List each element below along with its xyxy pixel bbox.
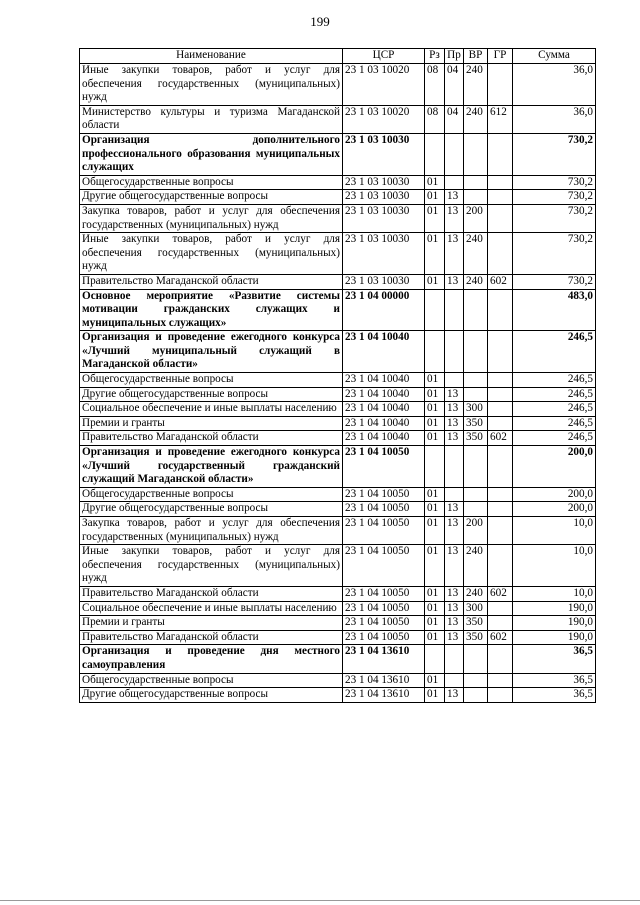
cell-vr: [464, 289, 488, 331]
cell-gr: [488, 673, 513, 688]
table-row: [80, 274, 596, 289]
cell-name: Иные закупки товаров, работ и услуг для обеспечения государственных (муниципальных) нужд: [80, 545, 343, 587]
cell-name: Социальное обеспечение и иные выплаты населению: [80, 402, 343, 417]
cell-pr: 04: [445, 64, 464, 106]
cell-sum: 730,2: [513, 190, 596, 205]
cell-csr: 23 1 04 00000: [343, 289, 425, 331]
cell-csr: 23 1 04 10040: [343, 431, 425, 446]
cell-pr: [445, 645, 464, 673]
cell-name: Закупка товаров, работ и услуг для обеспечения государственных (муниципальных) нужд: [80, 204, 343, 232]
cell-rz: 01: [425, 387, 445, 402]
page-bottom-rule: [0, 900, 640, 901]
cell-rz: 01: [425, 190, 445, 205]
cell-sum: 36,0: [513, 105, 596, 133]
cell-rz: 01: [425, 688, 445, 703]
cell-csr: 23 1 04 10040: [343, 373, 425, 388]
cell-rz: 01: [425, 416, 445, 431]
cell-gr: [488, 517, 513, 545]
header-vr: ВР: [464, 49, 488, 64]
header-sum: Сумма: [513, 49, 596, 64]
table-row: [80, 64, 596, 106]
cell-sum: 10,0: [513, 586, 596, 601]
cell-gr: [488, 416, 513, 431]
table-row: [80, 402, 596, 417]
cell-sum: 730,2: [513, 204, 596, 232]
cell-gr: 602: [488, 274, 513, 289]
header-gr: ГР: [488, 49, 513, 64]
cell-csr: 23 1 04 10050: [343, 487, 425, 502]
cell-name: Основное мероприятие «Развитие системы мотивации гражданских служащих и муниципальных служащих»: [80, 289, 343, 331]
cell-name: Общегосударственные вопросы: [80, 673, 343, 688]
cell-csr: 23 1 04 10050: [343, 545, 425, 587]
cell-rz: 01: [425, 487, 445, 502]
cell-vr: [464, 487, 488, 502]
cell-vr: 300: [464, 601, 488, 616]
cell-sum: 200,0: [513, 487, 596, 502]
cell-rz: 01: [425, 274, 445, 289]
cell-gr: [488, 289, 513, 331]
table-row: [80, 387, 596, 402]
cell-gr: 602: [488, 586, 513, 601]
table-row: [80, 175, 596, 190]
cell-name: Организация дополнительного профессионального образования муниципальных служащих: [80, 133, 343, 175]
cell-gr: [488, 175, 513, 190]
cell-gr: [488, 373, 513, 388]
table-row: [80, 190, 596, 205]
cell-gr: [488, 545, 513, 587]
cell-gr: [488, 190, 513, 205]
table-header-row: [80, 49, 596, 64]
table-row: [80, 688, 596, 703]
cell-vr: [464, 688, 488, 703]
cell-vr: [464, 446, 488, 488]
cell-name: Правительство Магаданской области: [80, 431, 343, 446]
cell-name: Организация и проведение дня местного самоуправления: [80, 645, 343, 673]
table-row: [80, 502, 596, 517]
cell-rz: 01: [425, 233, 445, 275]
cell-rz: 08: [425, 64, 445, 106]
cell-vr: 240: [464, 274, 488, 289]
page-number: 199: [310, 14, 330, 29]
cell-sum: 36,0: [513, 64, 596, 106]
cell-gr: 602: [488, 630, 513, 645]
table-body: [80, 64, 596, 703]
cell-pr: 13: [445, 545, 464, 587]
cell-rz: 01: [425, 630, 445, 645]
cell-pr: [445, 373, 464, 388]
cell-sum: 10,0: [513, 517, 596, 545]
cell-pr: 13: [445, 190, 464, 205]
cell-vr: [464, 373, 488, 388]
cell-gr: [488, 502, 513, 517]
cell-rz: 01: [425, 545, 445, 587]
table-row: [80, 446, 596, 488]
cell-name: Иные закупки товаров, работ и услуг для обеспечения государственных (муниципальных) нужд: [80, 64, 343, 106]
cell-name: Другие общегосударственные вопросы: [80, 190, 343, 205]
cell-vr: [464, 331, 488, 373]
cell-gr: [488, 387, 513, 402]
table-row: [80, 645, 596, 673]
cell-rz: 01: [425, 673, 445, 688]
table-row: [80, 105, 596, 133]
cell-rz: [425, 289, 445, 331]
table-row: [80, 601, 596, 616]
cell-rz: [425, 133, 445, 175]
cell-vr: 350: [464, 416, 488, 431]
header-pr: Пр: [445, 49, 464, 64]
header-csr: ЦСР: [343, 49, 425, 64]
cell-gr: [488, 233, 513, 275]
cell-pr: 13: [445, 688, 464, 703]
cell-pr: 13: [445, 431, 464, 446]
cell-sum: 246,5: [513, 416, 596, 431]
cell-gr: [488, 402, 513, 417]
cell-sum: 246,5: [513, 331, 596, 373]
cell-pr: [445, 133, 464, 175]
cell-pr: 13: [445, 387, 464, 402]
cell-rz: 01: [425, 431, 445, 446]
cell-pr: 13: [445, 630, 464, 645]
cell-vr: 240: [464, 586, 488, 601]
cell-vr: [464, 645, 488, 673]
cell-gr: 612: [488, 105, 513, 133]
cell-pr: [445, 673, 464, 688]
cell-rz: 01: [425, 517, 445, 545]
table-row: [80, 233, 596, 275]
cell-pr: [445, 487, 464, 502]
cell-name: Организация и проведение ежегодного конкурса «Лучший муниципальный служащий в Магаданской области»: [80, 331, 343, 373]
cell-gr: [488, 446, 513, 488]
cell-vr: 300: [464, 402, 488, 417]
cell-csr: 23 1 04 13610: [343, 673, 425, 688]
cell-name: Правительство Магаданской области: [80, 586, 343, 601]
cell-csr: 23 1 03 10030: [343, 274, 425, 289]
table-row: [80, 204, 596, 232]
cell-pr: 13: [445, 204, 464, 232]
table-row: [80, 517, 596, 545]
cell-rz: 08: [425, 105, 445, 133]
cell-csr: 23 1 04 10050: [343, 517, 425, 545]
table-row: [80, 545, 596, 587]
cell-pr: 13: [445, 402, 464, 417]
cell-sum: 246,5: [513, 373, 596, 388]
cell-gr: [488, 331, 513, 373]
cell-name: Другие общегосударственные вопросы: [80, 387, 343, 402]
cell-rz: 01: [425, 502, 445, 517]
cell-rz: 01: [425, 204, 445, 232]
cell-pr: [445, 446, 464, 488]
cell-sum: 200,0: [513, 502, 596, 517]
cell-vr: [464, 175, 488, 190]
cell-name: Министерство культуры и туризма Магаданской области: [80, 105, 343, 133]
cell-rz: 01: [425, 175, 445, 190]
cell-csr: 23 1 04 10050: [343, 502, 425, 517]
cell-vr: [464, 133, 488, 175]
cell-sum: 200,0: [513, 446, 596, 488]
table-row: [80, 616, 596, 631]
cell-pr: 04: [445, 105, 464, 133]
cell-sum: 483,0: [513, 289, 596, 331]
cell-gr: 602: [488, 431, 513, 446]
table-row: [80, 487, 596, 502]
cell-vr: 240: [464, 105, 488, 133]
cell-csr: 23 1 04 10050: [343, 586, 425, 601]
cell-sum: 190,0: [513, 616, 596, 631]
table-row: [80, 431, 596, 446]
cell-name: Общегосударственные вопросы: [80, 175, 343, 190]
cell-csr: 23 1 04 13610: [343, 645, 425, 673]
table-row: [80, 673, 596, 688]
table-row: [80, 373, 596, 388]
cell-name: Премии и гранты: [80, 616, 343, 631]
header-name: Наименование: [80, 49, 343, 64]
cell-gr: [488, 601, 513, 616]
cell-vr: 350: [464, 630, 488, 645]
cell-vr: 350: [464, 431, 488, 446]
cell-sum: 730,2: [513, 274, 596, 289]
cell-pr: 13: [445, 502, 464, 517]
cell-rz: [425, 645, 445, 673]
cell-csr: 23 1 03 10030: [343, 133, 425, 175]
cell-csr: 23 1 03 10030: [343, 233, 425, 275]
cell-pr: [445, 289, 464, 331]
cell-name: Иные закупки товаров, работ и услуг для обеспечения государственных (муниципальных) нужд: [80, 233, 343, 275]
cell-gr: [488, 487, 513, 502]
cell-gr: [488, 688, 513, 703]
table-row: [80, 416, 596, 431]
cell-gr: [488, 645, 513, 673]
cell-csr: 23 1 04 10040: [343, 331, 425, 373]
cell-vr: [464, 190, 488, 205]
table-row: [80, 586, 596, 601]
cell-name: Премии и гранты: [80, 416, 343, 431]
cell-sum: 190,0: [513, 601, 596, 616]
cell-pr: 13: [445, 616, 464, 631]
cell-gr: [488, 133, 513, 175]
cell-sum: 36,5: [513, 673, 596, 688]
cell-pr: 13: [445, 517, 464, 545]
cell-pr: [445, 175, 464, 190]
cell-name: Другие общегосударственные вопросы: [80, 502, 343, 517]
cell-rz: [425, 446, 445, 488]
table-row: [80, 133, 596, 175]
cell-csr: 23 1 03 10030: [343, 190, 425, 205]
cell-sum: 730,2: [513, 133, 596, 175]
cell-pr: 13: [445, 586, 464, 601]
cell-csr: 23 1 03 10020: [343, 105, 425, 133]
cell-vr: [464, 502, 488, 517]
cell-sum: 246,5: [513, 402, 596, 417]
cell-csr: 23 1 04 10050: [343, 601, 425, 616]
table-row: [80, 331, 596, 373]
cell-sum: 246,5: [513, 431, 596, 446]
cell-vr: 240: [464, 64, 488, 106]
cell-rz: 01: [425, 373, 445, 388]
cell-sum: 36,5: [513, 645, 596, 673]
table-row: [80, 630, 596, 645]
cell-gr: [488, 204, 513, 232]
cell-pr: 13: [445, 416, 464, 431]
cell-vr: [464, 387, 488, 402]
cell-csr: 23 1 03 10030: [343, 204, 425, 232]
cell-rz: 01: [425, 601, 445, 616]
cell-csr: 23 1 04 10050: [343, 446, 425, 488]
cell-vr: 240: [464, 545, 488, 587]
cell-rz: [425, 331, 445, 373]
cell-rz: 01: [425, 616, 445, 631]
cell-vr: 240: [464, 233, 488, 275]
cell-csr: 23 1 03 10020: [343, 64, 425, 106]
cell-name: Общегосударственные вопросы: [80, 373, 343, 388]
cell-csr: 23 1 04 10040: [343, 402, 425, 417]
cell-csr: 23 1 04 10040: [343, 387, 425, 402]
cell-gr: [488, 616, 513, 631]
cell-csr: 23 1 04 13610: [343, 688, 425, 703]
header-rz: Рз: [425, 49, 445, 64]
cell-pr: 13: [445, 601, 464, 616]
cell-name: Закупка товаров, работ и услуг для обеспечения государственных (муниципальных) нужд: [80, 517, 343, 545]
cell-pr: 13: [445, 233, 464, 275]
cell-vr: [464, 673, 488, 688]
cell-csr: 23 1 03 10030: [343, 175, 425, 190]
cell-gr: [488, 64, 513, 106]
cell-vr: 350: [464, 616, 488, 631]
cell-sum: 246,5: [513, 387, 596, 402]
cell-vr: 200: [464, 204, 488, 232]
cell-csr: 23 1 04 10050: [343, 630, 425, 645]
cell-name: Общегосударственные вопросы: [80, 487, 343, 502]
cell-vr: 200: [464, 517, 488, 545]
cell-rz: 01: [425, 402, 445, 417]
cell-pr: [445, 331, 464, 373]
cell-name: Социальное обеспечение и иные выплаты населению: [80, 601, 343, 616]
cell-name: Правительство Магаданской области: [80, 630, 343, 645]
cell-csr: 23 1 04 10040: [343, 416, 425, 431]
cell-sum: 10,0: [513, 545, 596, 587]
cell-name: Правительство Магаданской области: [80, 274, 343, 289]
cell-rz: 01: [425, 586, 445, 601]
table-row: [80, 289, 596, 331]
cell-pr: 13: [445, 274, 464, 289]
cell-sum: 730,2: [513, 175, 596, 190]
cell-csr: 23 1 04 10050: [343, 616, 425, 631]
cell-sum: 36,5: [513, 688, 596, 703]
cell-name: Другие общегосударственные вопросы: [80, 688, 343, 703]
cell-name: Организация и проведение ежегодного конкурса «Лучший государственный гражданский служащий Магаданской области»: [80, 446, 343, 488]
cell-sum: 730,2: [513, 233, 596, 275]
cell-sum: 190,0: [513, 630, 596, 645]
budget-table: [79, 48, 596, 703]
